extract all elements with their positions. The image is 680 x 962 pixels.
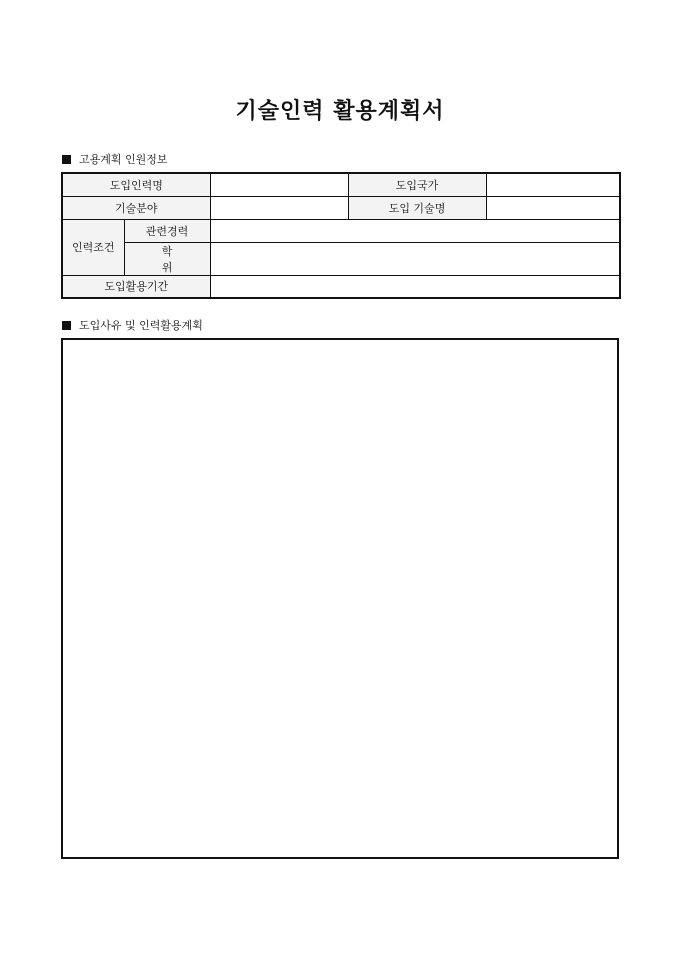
related-career-field[interactable] — [210, 219, 620, 242]
square-bullet-icon — [62, 155, 71, 164]
technical-field-field[interactable] — [210, 196, 348, 219]
degree-label: 학위 — [124, 242, 210, 275]
origin-country-field[interactable] — [486, 173, 620, 196]
degree-field[interactable] — [210, 242, 620, 275]
technical-field-label: 기술분야 — [62, 196, 210, 219]
section-utilization-plan-label: 도입사유 및 인력활용계획 — [79, 319, 203, 332]
table-row — [62, 242, 620, 275]
related-career-label: 관련경력 — [124, 219, 210, 242]
table-row — [62, 219, 620, 242]
imported-personnel-name-label: 도입인력명 — [62, 173, 210, 196]
table-row — [62, 275, 620, 298]
utilization-period-field[interactable] — [210, 275, 620, 298]
table-row — [62, 196, 620, 219]
utilization-plan-textarea[interactable] — [61, 338, 619, 859]
imported-personnel-name-field[interactable] — [210, 173, 348, 196]
document-title: 기술인력 활용계획서 — [235, 99, 445, 124]
utilization-period-label: 도입활용기간 — [62, 275, 210, 298]
origin-country-label: 도입국가 — [348, 173, 486, 196]
section-utilization-plan-header — [62, 317, 203, 333]
section-hiring-info-label: 고용계획 인원정보 — [79, 153, 168, 166]
technology-name-field[interactable] — [486, 196, 620, 219]
square-bullet-icon — [62, 321, 71, 330]
hiring-info-table — [61, 172, 621, 299]
technology-name-label: 도입 기술명 — [348, 196, 486, 219]
section-hiring-info-header — [62, 151, 168, 167]
personnel-conditions-label: 인력조건 — [62, 219, 124, 275]
table-row — [62, 173, 620, 196]
